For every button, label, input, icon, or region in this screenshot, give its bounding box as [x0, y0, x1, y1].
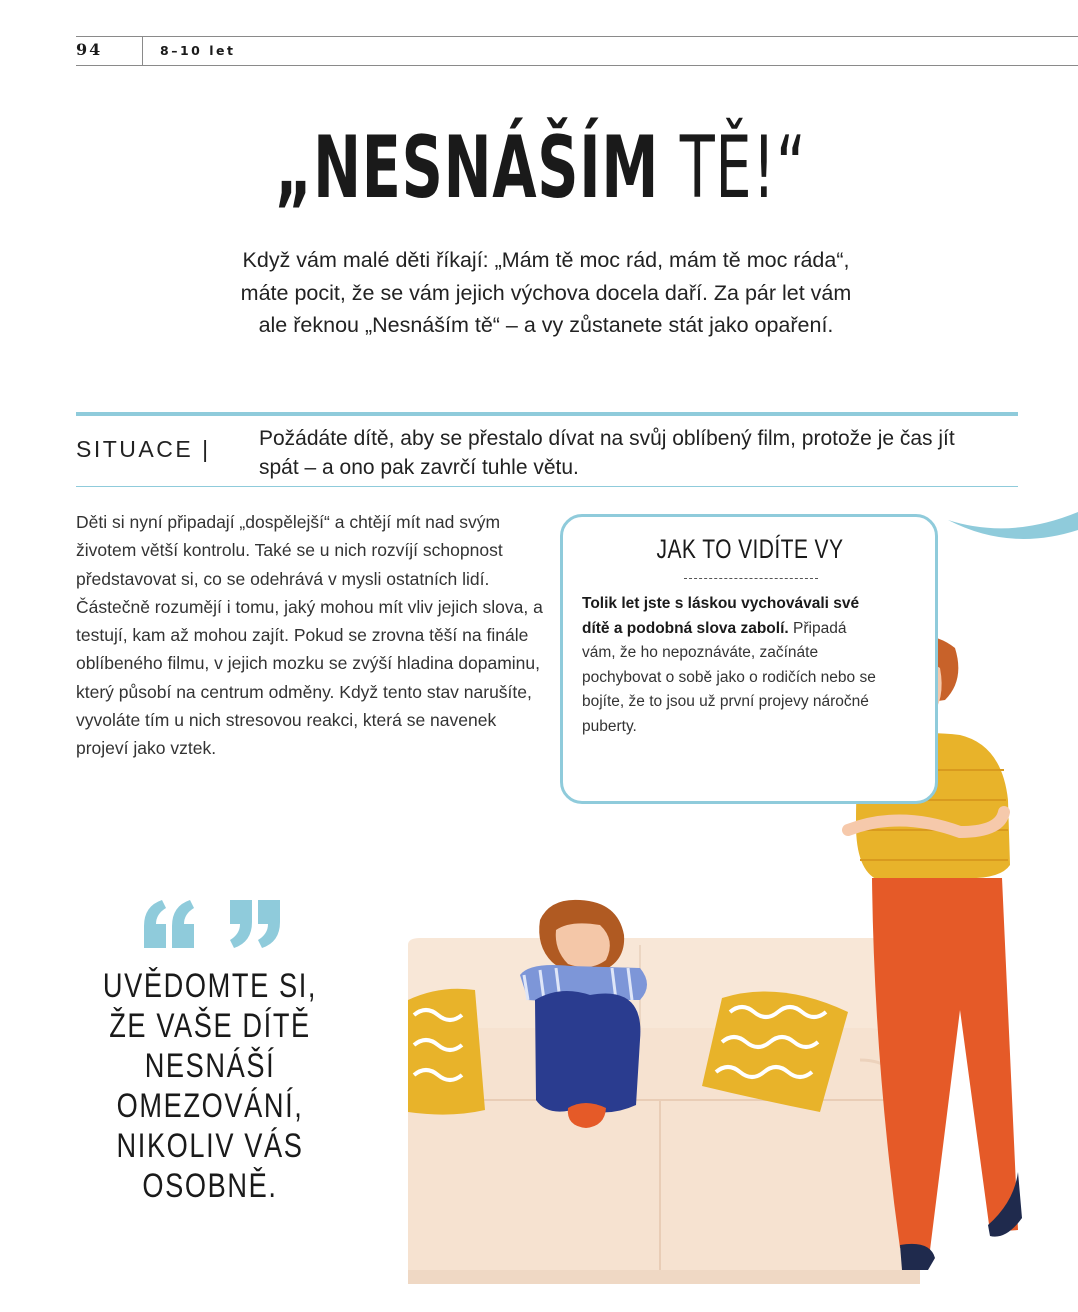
header-rule-top [76, 36, 1078, 37]
sofa [408, 938, 920, 1284]
situation-rule-top [76, 412, 1018, 416]
title-bold: „NESNÁŠÍM [274, 118, 660, 218]
header-rule-bottom [76, 65, 1078, 66]
body-paragraph: Děti si nyní připadají „dospělejší“ a chtějí mít nad svým životem větší kontrolu. Také se u nich rozvíjí schopnost představovat si, co se odehrává v mysli ostatních lidí. Částečně rozumějí i tomu, jaký mohou mít vliv jejich slova, a testují, kam až mohou zajít. Pokud se zrovna těší na finále oblíbeného filmu, v jejich mozku se zvýší hladina dopaminu, který působí na centrum odměny. Když tento stav narušíte, vyvoláte tím u nich stresovou reakci, která se navenek projeví jako vztek. [76, 512, 543, 759]
intro-paragraph: Když vám malé děti říkají: „Mám tě moc rád, mám tě moc ráda“, máte pocit, že se vám jejich výchova docela daří. Za pár let vám ale řeknou „Nesnáším tě“ – a vy zůstanete stát jako opaření. [240, 248, 852, 337]
section-label: 8–10 let [160, 43, 236, 58]
situation-rule-bottom [76, 486, 1018, 487]
blue-swoosh [948, 512, 1078, 539]
box-text [582, 592, 878, 739]
cushion-left [408, 989, 485, 1115]
quote-marks-icon [140, 894, 284, 954]
situation-text: Požádáte dítě, aby se přestalo dívat na svůj oblíbený film, protože je čas jít spát – a ono pak zavrčí tuhle větu. [259, 427, 955, 479]
box-divider [684, 578, 818, 579]
box-text-regular: Připadá vám, že ho nepoznáváte, začínáte pochybovat o sobě jako o rodičích nebo se bojíte, že to jsou už první projevy náročné puberty. [582, 619, 876, 735]
title-light: TĚ!“ [679, 118, 807, 218]
situation-label: SITUACE | [76, 436, 211, 462]
page-number: 94 [76, 40, 103, 59]
box-text-bold: Tolik let jste s láskou vychovávali své dítě a podobná slova zabolí. [582, 595, 860, 637]
pull-quote: UVĚDOMTE SI, ŽE VAŠE DÍTĚ NESNÁŠÍ OMEZOVÁNÍ, NIKOLIV VÁS OSOBNĚ. [102, 967, 318, 1205]
child [520, 900, 647, 1128]
header-divider [142, 36, 143, 66]
box-title: JAK TO VIDÍTE VY [656, 534, 844, 564]
page-title [142, 118, 940, 218]
